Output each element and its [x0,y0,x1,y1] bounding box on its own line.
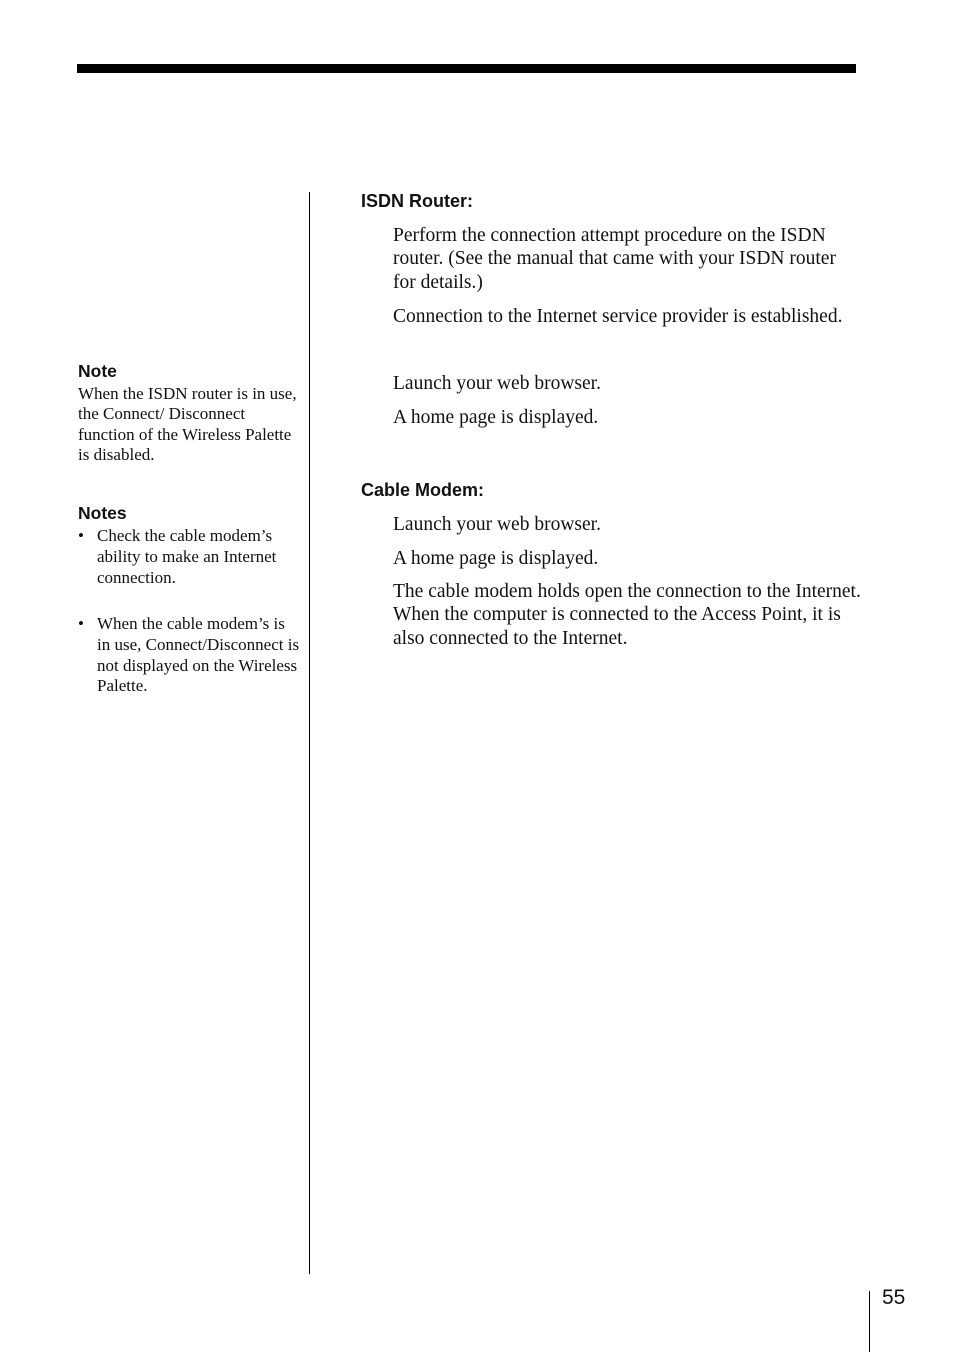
isdn-router-heading: ISDN Router: [361,191,473,211]
isdn-paragraph: Launch your web browser. [393,373,601,394]
notes-item-text: When the cable modem’s is in use, Connect/Disconnect is not displayed on the Wireless Palette. [97,614,300,696]
cable-modem-heading: Cable Modem: [361,480,485,500]
cable-paragraph: Launch your web browser. [393,514,601,535]
bullet-icon: • [78,614,84,633]
page-number-divider [869,1291,870,1352]
cable-paragraph: The cable modem holds open the connection to the Internet. When the computer is connected to the Access Point, it is also connected to the Internet. [393,581,861,649]
note-heading: Note [78,361,117,381]
isdn-paragraph: Connection to the Internet service provider is established. [393,306,843,327]
isdn-paragraph: A home page is displayed. [393,407,599,428]
page-number: 55 [882,1286,906,1309]
notes-heading: Notes [78,503,127,523]
notes-list-item [78,526,300,588]
notes-item-text: Check the cable modem’s ability to make an Internet connection. [97,526,277,587]
note-text: When the ISDN router is in use, the Connect/ Disconnect function of the Wireless Palette is disabled. [78,384,297,465]
bullet-icon: • [78,526,84,545]
header-rule [77,64,856,73]
cable-paragraph: A home page is displayed. [393,548,599,569]
column-divider [309,192,310,1274]
notes-list-item [78,614,300,697]
isdn-paragraph: Perform the connection attempt procedure on the ISDN router. (See the manual that came with your ISDN router for details.) [393,225,836,293]
